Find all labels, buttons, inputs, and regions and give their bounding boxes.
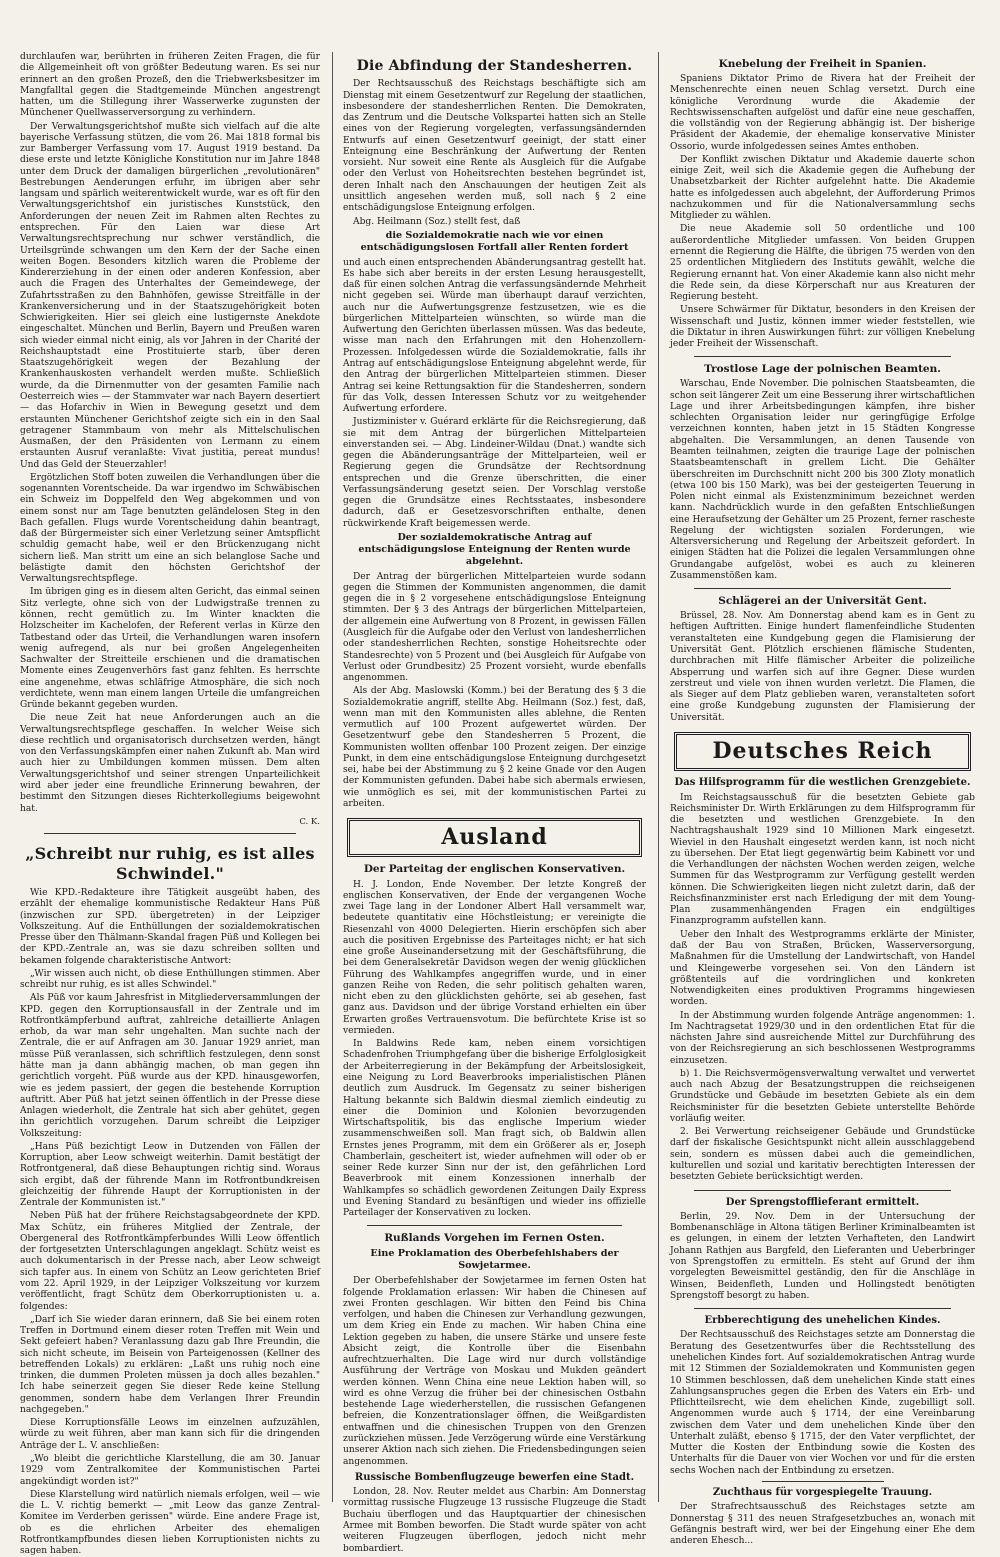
paragraph: In der Abstimmung wurden folgende Anträge angenommen: 1. Im Nachtragsetat 1929/30 und in den ordentlichen Etat für die nächsten Jahre sind ausreichende Mittel zur Durchführung des von der Reichsregierung an sich beschlossenen Westprogramms einzusetzen. (670, 1010, 975, 1066)
paragraph: Als der Abg. Maslowski (Komm.) bei der Beratung des § 3 die Sozialdemokratie angriff, stellte Abg. Heilmann (Soz.) fest, daß, wenn man mit den Kommunisten alles ablehne, die Renten vermutlich auf 100 Prozent aufgewertet würden. Der Gesetzentwurf gebe den Standesherren 5 Prozent, die Kommunisten wollten offenbar 100 Prozent zeigen. Der einzige Punkt, in dem eine entschädigungslose Enteignung durchgesetzt sei, habe bei der Abstimmung zu § 2 keine Gnade vor den Augen der Kommunisten gefunden. Dabei habe sich abermals erwiesen, wie unmöglich es sei, mit der kommunistischen Partei zu arbeiten. (343, 686, 646, 809)
column-left (20, 52, 320, 1557)
subheadline: die Sozialdemokratie nach wie vor einen entschädigungslosen Fortfall aller Renten fordert (360, 229, 629, 253)
article-headline: Der Sprengstofflieferant ermittelt. (725, 1196, 920, 1208)
paragraph: Berlin, 29. Nov. Dem in der Untersuchung der Bombenanschläge in Altona tätigen Berliner Kriminalbeamten ist es gelungen, in einem der letzten Verhafteten, den Landwirt Johann Rathjen aus Bargfeld, den Lieferanten und Ueberbringer von Sprengstoffen zu ermitteln. Es steht auf Grund der ihm vorgelegten Beweismittel geständig, den für die Anschläge in Winsen, Beidenfleth, Lunden und Hollingstedt benötigten Sprengstoff besorgt zu haben. (670, 1211, 975, 1301)
article-headline: Rußlands Vorgehen im Fernen Osten. (384, 1232, 605, 1245)
paragraph: Die neue Zeit hat neue Anforderungen auch an die Verwaltungsrechtspflege geschaffen. In welcher Weise sich diese rechtlich und organisatorisch durchsetzen werden, hängt von den Verfassungskämpfen einer nahen Zukunft ab. Man wird auch hier zu Umbildungen kommen müssen. Dem alten Verwaltungsgerichtshof und seiner strengen Unparteilichkeit wird aber jeder eine freundliche Erinnerung bewahren, der bestimmt den Sitzungen dieses Richterkollegiums beigewohnt hat. (20, 713, 320, 814)
paragraph: Der Konflikt zwischen Diktatur und Akademie dauerte schon einige Zeit, weil sich die Akademie gegen die Aufhebung der Unabsetzbarkeit der Richter aufgelehnt hatte. Die Akademie hatte es infolgedessen auch abgelehnt, der Aufforderung Primos nachzukommen und für die Nationalversammlung sechs Mitglieder zu wählen. (670, 154, 975, 222)
paragraph: Unsere Schwärmer für Diktatur, besonders in den Kreisen der Wissenschaft und Justiz, können immer wieder feststellen, wie die Diktatur in ihren Auswirkungen führt: zur völligen Knebelung jeder Freiheit der Wissenschaft. (670, 305, 975, 350)
paragraph: Warschau, Ende November. Die polnischen Staatsbeamten, die schon seit längerer Zeit um eine Besserung ihrer wirtschaftlichen Lage und ihrer Arbeitsbedingungen kämpfen, ihre bisher schlechten Organisation leider nur geringfügige Erfolge verzeichnen konnten, haben jetzt in 15 Städten Kongresse abgehalten. Die Versammlungen, an denen Tausende von Beamten teilnahmen, zeigten die traurige Lage der polnischen Staatsbeamtenschaft in grellem Licht. Die Gehälter überschreiten im Durchschnitt nicht 200 bis 300 Zloty monatlich (etwa 100 bis 150 Mark), was bei der gesteigerten Teuerung in Polen nicht einmal als Existenzminimum bezeichnet werden kann. Nachdrücklich wurde in den gefaßten Entschließungen eine Heraufsetzung der Gehälter um 25 Prozent, ferner rascheste Regelung der wichtigsten sozialen Forderungen, wie Altersversicherung und Regelung der Arbeitszeit gefordert. In einigen Städten hat die Polizei die legalen Versammlungen ohne Grundangabe aufgelöst, wobei es auch zu kleineren Zusammenstößen kam. (670, 379, 975, 581)
paragraph: Diese Klarstellung wird natürlich niemals erfolgen, weil — wie die L. V. richtig bemerkt — „mit Leow das ganze Zentral-Komitee im Verderben gerissen" würde. Eine andere Frage ist, ob es die ehrlichen Arbeiter des ehemaligen Rotfrontkampfbundes diesen lieben Korruptionisten nichts zu sagen haben. (20, 1489, 320, 1557)
paragraph: „Hans Püß bezichtigt Leow in Dutzenden von Fällen der Korruption, aber Leow schweigt weiterhin. Damit bestätigt der Rotfrontgeneral, daß diese Behauptungen richtig sind. Woraus sich ergibt, daß der führende Mann im Rotfrontbundkreisen gleichzeitig der führende Haupt der Korruptionisten in der Zentrale der Kommunisten ist." (20, 1141, 320, 1209)
paragraph: „Wo bleibt die gerichtliche Klarstellung, die am 30. Januar 1929 vom Zentralkomitee der Kommunistischen Partei angekündigt worden ist?" (20, 1454, 320, 1487)
paragraph: Ergötzlichen Stoff boten zuweilen die Verhandlungen über die sogenannten Vorentscheide. Da war irgendwo im Schwäbischen ein Schweiz im Doppelfeld den Weg abgekommen und von einem sonst nur am Tage benutzten geländelosen Steg in den Bach gefallen. Flugs wurde Vorentscheidung dahin beantragt, daß der Bürgermeister sich einer Verletzung seiner Amtspflicht schuldig gemacht habe, weil er den Brückenzugang nicht sichern ließ. Man stritt um eine an sich belanglose Sache und belästigte damit den höchsten Gerichtshof der Verwaltungsrechtspflege. (20, 472, 320, 585)
divider (44, 833, 296, 834)
article-headline: Der Parteitag der englischen Konservativen. (363, 863, 626, 876)
paragraph: 2. Bei Verwertung reichseigener Gebäude und Grundstücke darf der fiskalische Gesichtspunkt nicht allein ausschlaggebend sein, sondern es müssen dabei auch die gemeindlichen, kulturellen und sozial und karitativ berechtigten Interessen der besetzten Gebiete berücksichtigt werden. (670, 1127, 975, 1183)
article-headline: Schlägerei an der Universität Gent. (718, 595, 927, 608)
paragraph: Wie KPD.-Redakteure ihre Tätigkeit ausgeübt haben, des erzählt der ehemalige kommunistische Redakteur Hans Püß (inzwischen zur SPD. übergetreten) in der Leipziger Volkszeitung. Auf die Enthüllungen der sozialdemokratischen Presse über den Thälmann-Skandal fragen Püß und Kollegen bei der KPD.-Zentrale an, was sie dazu schreiben sollten und bekamen folgende charakteristische Antwort: (20, 887, 320, 966)
article-headline: Russische Bombenflugzeuge bewerfen eine Stadt. (354, 1471, 635, 1483)
subheadline: Eine Proklamation des Oberbefehlshabers der Sowjetarmee. (370, 1248, 619, 1272)
paragraph: „Wir wissen auch nicht, ob diese Enthüllungen stimmen. Aber schreibt nur ruhig, es ist alles Schwindel." (20, 968, 320, 991)
article-headline: Das Hilfsprogramm für die westlichen Grenzgebiete. (674, 777, 971, 789)
divider (694, 1190, 950, 1191)
paragraph: Ueber den Inhalt des Westprogramms erklärte der Minister, daß der Bau von Straßen, Brücken, Wasserversorgung, Maßnahmen für die Umstellung der Landwirtschaft, von Handel und Kleingewerbe vorgesehen sei. Von den Ländern ist größtenteils auf die vordringlichen und konkreten Notwendigkeiten eines produktiven Programms hingewiesen worden. (670, 929, 975, 1008)
divider (762, 1481, 884, 1482)
paragraph: Der Oberbefehlshaber der Sowjetarmee im fernen Osten hat folgende Proklamation erlassen: Wir haben die Chinesen auf zwei Fronten geschlagen. Wir bitten den Feind bis China verfolgen, und haben die Chinesen zur Verhandlung gezwungen, um dem Krieg ein Ende zu machen. Wir haben China eine Lektion gegeben zu haben, die unsere Stärke und unsere feste Absicht zeigt, die Kontrolle über die Eisenbahn aufrechtzuerhalten. Die Lage wird nur durch vollständige Ausführung der Verträge von Moskau und Mukden geändert werden können. Wenn China eine neue Lektion haben will, so wird es ohne Verzug die früher bei der chinesischen Ostbahn bestehende Lage wiederherstellen, die russischen Gefangenen befreien, die Konzentrationslager öffnen, die Weißgardisten entwaffnen und die chinesischen Truppen von den Grenzen zurückziehen müssen. Jede Verzögerung würde eine Verstärkung unserer Aktion nach sich ziehen. Die Friedensbedingungen seien angenommen. (343, 1276, 646, 1467)
divider (694, 1308, 950, 1309)
paragraph: In Baldwins Rede kam, neben einem vorsichtigen Schadenfrohen Triumphgefang über die bisherige Erfolglosigkeit der Arbeiterregierung in der Bekämpfung der Arbeitslosigkeit, eine Neigung zu Lord Beaverbrooks imperialistischen Plänen deutlich zum Ausdruck. Im Gegensatz zu seiner bisherigen Haltung bekannte sich Baldwin diesmal ziemlich eindeutig zu einer die Dominion und Kolonien bevorzugenden Wirtschaftspolitik, bis das englische Imperium wieder zusammenschweißen soll. Man fragt sich, ob Baldwin allen Ernstes jenes Programm, mit dem ein Größerer als er, Joseph Chamberlain, gescheitert ist, wieder aufnehmen will oder ob er seiner Rede kurzer Sinn nur der ist, den gefährlichen Lord Beaverbrook mit einem Konzessionen innerhalb der Wahlkampfes so schädlich gewordenen Zeitungen Daily Express und Evening Standard zu besänftigen und wieder ins offizielle Parteilager der Konservativen zu locken. (343, 1039, 646, 1219)
article-headline: Die Abfindung der Standesherren. (356, 58, 633, 74)
article-headline: Trostlose Lage der polnischen Beamten. (704, 363, 941, 376)
paragraph: Als Püß vor kaum Jahresfrist in Mitgliederversammlungen der KPD. gegen den Korruptionsausfall in der Zentrale und im Rotfrontkämpferbund auftrat, zahlreiche detaillierte Anlagen erhob, da war man sehr ungehalten. Man suchte nach der Zentrale, die er auf Anfragen am 30. Januar 1929 anriet, man müsse Püß veranlassen, sich schriftlich festzulegen, denn sonst hätte man ja dann abhängig machen, ob man gegen ihn gerichtlich vorgeht. Püß wurde aus der KPD. hinausgeworfen, wie es jedem passiert, der gegen die bestehende Korruption auftritt. Aber Püß hat jetzt seinen öffentlich in der Presse diese Anlagen wiederholt, die Zentrale hat sich aber gehütet, gegen ihn gerichtlich vorzugehen. Darum schreibt die Leipziger Volkszeitung: (20, 993, 320, 1139)
paragraph: Spaniens Diktator Primo de Rivera hat der Freiheit der Menschenrechte einen neuen Schlag versetzt. Durch eine königliche Verordnung wurde die Akademie der Rechtswissenschaften aufgelöst und dafür eine neue geschaffen, die vollständig von der Regierung abhängig ist. Der bisherige Präsident der Akademie, der ehemalige konservative Minister Ossorio, wurde infolgedessen seines Amtes enthoben. (670, 74, 975, 152)
column-middle (343, 52, 646, 1554)
paragraph: Im übrigen ging es in diesem alten Gericht, das einmal seinen Sitz verlegte, ohne sich von der Ludwigstraße trennen zu können, recht gemütlich zu. Im Winter knackten die Holzscheiter im Kachelofen, der Referent verlas in Kürze den Tatbestand oder das Urteil, die Verhandlungen waren insofern wenig aufregend, als nur bei großen Angelegenheiten Sachwalter der Streitteile erschienen und die dramatischen Momente eines Zeugenverhörs fast ganz fehlten. Es herrschte eine angenehme, etwas schläfrige Atmosphäre, die sich noch verdichtete, wenn man einem langen Urteile die umfangreichen Gründe bekannt gegeben wurden. (20, 587, 320, 711)
article-headline: „Schreibt nur ruhig, es ist alles Schwindel." (25, 844, 315, 884)
paragraph: H. J. London, Ende November. Der letzte Kongreß der englischen Konservativen, der Ende der vergangenen Woche zwei Tage lang in der Londoner Albert Hall versammelt war, bedeutete quantitativ eine Höchstleistung; er vereinigte die Riesenzahl von 4000 Delegierten. Hierin erschöpfen sich aber auch die positiven Ergebnisse des Parteitages nicht; er hat sich eine große Auseinandersetzung mit der Geschäftsführung, die bei dem Generalsekretär Davidson wegen der wenig glücklichen Führung des Wahlkampfes angegriffen wurde, und in einer ganzen Reihe von Reden, die sehr politisch gehalten waren, nicht eben zu den glücklichsten gehörte, sei ab gesehen, fast ganz aus. Davidson und der übrige Vorstand erhielten ein über Erwarten großes Vertrauensvotum. Die befürchtete Krise ist so vermieden. (343, 879, 646, 1036)
author-signature: C. K. (299, 816, 320, 827)
column-rule (658, 52, 659, 1502)
paragraph: Brüssel, 28. Nov. Am Donnerstag abend kam es in Gent zu heftigen Auftritten. Einige hundert flamenfeindliche Studenten veranstalteten eine Kundgebung gegen die Flamisierung der Universität Gent. Plötzlich erschienen flämische Studenten, durchbrachen mit Hilfe flämischer Arbeiter die polizeiliche Absperrung und warfen sich auf ihre Gegner. Diese wurden zerstreut und viele von ihnen wurden verletzt. Die Flamen, die als Sieger auf dem Platz geblieben waren, veranstalteten sofort eine große Kundgebung zugunsten der Flamisierung der Universität. (670, 611, 975, 723)
column-right (670, 52, 975, 1547)
column-rule (332, 52, 333, 1502)
paragraph: Der Rechtsausschuß des Reichstags beschäftigte sich am Dienstag mit einem Gesetzentwurf zur Regelung der staatlichen, insbesondere der standesherrlichen Renten. Die Demokraten, das Zentrum und die Deutsche Volkspartei hatten sich an Stelle eines von der Regierung vorgelegten, verfassungsändernden Entwurfs auf einen Gesetzentwurf geeinigt, der statt einer Enteignung eine Beschränkung der Aufwertung der Renten vorsieht. Nur soweit eine Rente als Ausgleich für die Aufgabe oder den Verlust von Hoheitsrechten bestehen begründet ist, deren Inhalt nach den Anschauungen der heutigen Zeit als unsittlich angesehen werden muß, soll nach § 2 eine entschädigungslose Enteignung erfolgen. (343, 79, 646, 214)
divider (367, 1225, 622, 1226)
article-headline: Knebelung der Freiheit in Spanien. (718, 58, 927, 70)
paragraph: Der Antrag der bürgerlichen Mittelparteien wurde sodann gegen die Stimmen der Kommunisten angenommen, die damit gegen die in § 2 vorgesehene entschädigungslose Enteignung stimmten. Der § 3 des Antrags der bürgerlichen Mittelparteien, der allgemein eine Aufwertung von 8 Prozent, in gewissen Fällen (Ausgleich für die Aufgabe oder den Verlust von landesherrlichen oder standesherrlichen Rechten, sonstige Hoheitsrechte oder Standesrechte) von 5 Prozent und (bei Ausgleich für Aufgabe von Verlust oder Grundbesitz) 25 Prozent vorsieht, wurde ebenfalls angenommen. (343, 571, 646, 684)
section-header-ausland: Ausland (347, 818, 642, 857)
paragraph: durchlaufen war, berührten in früheren Zeiten Fragen, die für die Allgemeinheit oft von größter Bedeutung waren. Es sei nur erinnert an den großen Prozeß, den die Triebwerksbesitzer im Mangfalltal gegen die Stadtgemeinde München angestrengt hatten, um die Stillegung ihrer Wasserwerke zugunsten der Münchener Quellwasserversorgung zu verhindern. (20, 52, 320, 119)
divider (694, 588, 950, 589)
paragraph: Der Strafrechtsausschuß des Reichstages setzte am Donnerstag § 311 des neuen Strafgesetzbuches an, wonach mit Gefängnis bestraft wird, wer bei der Eingehung einer Ehe dem anderen Ehesch... (670, 1502, 975, 1547)
paragraph: Der Rechtsausschuß des Reichstages setzte am Donnerstag die Beratung des Gesetzentwurfes über die Rechtsstellung des unehelichen Kindes fort. Auf sozialdemokratischen Antrag wurde mit 12 Stimmen der Sozialdemokraten und Kommunisten gegen 10 Stimmen beschlossen, daß dem unehelichen Kinde statt eines Zahlungsanspruches gegen die Erben des Vaters ein Erb- und Pflichtteilsrecht, wie dem ehelichen Kinde, zugebilligt soll. Angenommen wurde auch § 1714, der eine Vereinbarung zwischen dem Vater und dem unehelichen Kinde über den Unterhalt zuläßt, ebenso § 1715, der den Vater verpflichtet, der Mutter die Kosten der Entbindung sowie die Kosten des Unterhalts für die Dauer von vier Wochen vor und für die ersten sechs Wochen nach der Entbindung zu ersetzen. (670, 1330, 975, 1476)
article-headline: Zuchthaus für vorgespiegelte Trauung. (712, 1486, 933, 1498)
article-headline: Erbberechtigung des unehelichen Kindes. (704, 1315, 941, 1327)
section-header-deutsches-reich: Deutsches Reich (674, 732, 971, 771)
divider (694, 356, 950, 357)
subheadline: Der sozialdemokratische Antrag auf entschädigungslose Enteignung der Renten wurde abgelehnt. (358, 531, 631, 567)
paragraph: London, 28. Nov. Reuter meldet aus Charbin: Am Donnerstag vormittag russische Flugzeuge 13 russische Flugzeuge die Stadt Buchaiu überflogen und das Hauptquartier der chinesischen Armee mit Bomben beworfen. Die Stadt wurde später von acht weiteren Flugzeugen überflogen, jedoch nicht mehr bombardiert. (343, 1487, 646, 1554)
paragraph: Die neue Akademie soll 50 ordentliche und 100 außerordentliche Mitglieder umfassen. Von beiden Gruppen ernennt die Regierung die Hälfte, die übrigen 75 werden von den 25 ordentlichen Mitgliedern des Instituts gewählt, welche die Regierung ernannt hat. Von einer Akademie kann also nicht mehr die Rede sein, da diese Körperschaft nur aus Kreaturen der Regierung besteht. (670, 224, 975, 303)
paragraph: Neben Püß hat der frühere Reichstagsabgeordnete der KPD. Max Schütz, ein früheres Mitglied der Zentrale, der Obergeneral des Rotfrontkämpferbundes Willi Leow öffentlich der fortgesetzten Unterschlagungen angeklagt. Schütz weist es auch dokumentarisch in der Presse nach, aber Leow schweigt sich tapfer aus. In einem von Schütz an Leow gerichteten Brief vom 22. April 1929, in der Leipziger Volkszeitung vor kurzem veröffentlicht, fragt Schütz dem Oberkorruptionisten u. a. folgendes: (20, 1211, 320, 1312)
paragraph: Der Verwaltungsgerichtshof mußte sich vielfach auf die alte bayerische Verfassung stützen, die vom 26. Mai 1818 formal bis zur Bamberger Verfassung vom 17. August 1919 bestand. Da diese erste und letzte Königliche Konstitution nur im Jahre 1848 unter dem Druck der damaligen bürgerlichen „revolutionären" Bestrebungen Aenderungen erfuhr, im übrigen aber sehr langsam und spärlich weiterentwickelt wurde, war es oft für den Verwaltungsgerichtshof ein juristisches Kunststück, den Anforderungen der neuen Zeit im Rahmen alten Rechtes zu entsprechen. Für den Laien war diese Art Verwaltungsrechtsprechung nur schwer verständlich, die Urteilsgründe schwangen um den Kern der der Sache einen weiten Bogen. Besonders kitzlich waren die Probleme der Kindererziehung in der einen oder anderen Konfession, aber auch die Fragen des Unterhaltes der Gemeindewege, der Zufahrtsstraßen zu den Bahnhöfen, gewisse Streitfälle in der Krankenversicherung und in der Staatszugehörigkeit boten Schwierigkeiten. Hier sei gleich eine lustigernste Anekdote eingeschaltet. München und Berlin, Bayern und Preußen waren sich wieder einmal nicht einig, als vor Jahren in der Charité der Reichshauptstadt eine Prostituierte starb, über deren Staatszugehörigkeit wegen der Bezahlung der Krankenhauskosten verhandelt werden mußte. Schließlich wurde, da die Dirnenmutter von der gesamten Familie nach Oesterreich wies — der Stammvater war nach Bayern desertiert — das Hofarchiv in Wien in Bewegung gesetzt und dem erstaunten Münchener Gerichtshof zeigte sich ein in den Saal getragener Stammbaum von mehr als Mittelschulischen Ausmaßen, der den Präsidenten von Lermann zu einem erstaunten Ausruf veranlaßte: Vivat justitia, pereat mundus! Und das Geld der Steuerzahler! (20, 121, 320, 470)
paragraph: und auch einen entsprechenden Abänderungsantrag gestellt hat. Es habe sich aber bereits in der ersten Lesung herausgestellt, daß für einen solchen Antrag die verfassungsändernde Mehrheit nicht gegeben sei. Würde man überhaupt darauf verzichten, auch nur die Aufwertungsgrenze festzusetzen, wie es die bürgerlichen Mittelparteien wünschten, so würde man die Aufwertung den Gerichten überlassen müssen. Was das bedeute, wisse man nach den Erfahrungen mit den Hohenzollern-Prozessen. Infolgedessen würde die Sozialdemokratie, falls ihr Antrag auf entschädigungslose Enteignung abgelehnt werde, für den Antrag der bürgerlichen Mittelparteien stimmen. Dieser Antrag sei keine Rettungsaktion für die Standesherren, sondern für das Volk, dessen Interessen Schutz vor zu weitgehender Aufwertung erfordere. (343, 257, 646, 415)
paragraph: Justizminister v. Guérard erklärte für die Reichsregierung, daß sie mit dem Antrag der bürgerlichen Mittelparteien einverstanden sei. — Abg. Lindeiner-Wildau (Dnat.) wandte sich gegen die Abänderungsanträge der Mittelparteien, weil er Regierung gegen die Grundsätze der Rechtsordnung entsprechen und die Grenze überschritten, die einer Verfassungsänderung gesetzt seien. Der Vorschlag verstoße gegen die Grundsätze eines Rechtsstaates, insbesondere dadurch, daß er Gesetzesvorschriften enthalte, denen rückwirkende Kraft beigemessen werde. (343, 417, 646, 529)
paragraph: b) 1. Die Reichsvermögensverwaltung verwaltet und verwertet auch nach Abzug der Besatzungstruppen die reichseigenen Grundstücke und Gebäude im besetzten Gebiete als ein dem Reichsminister für die besetzten Gebiete unterstellte Behörde vorläufig weiter. (670, 1068, 975, 1124)
paragraph: Im Reichstagsausschuß für die besetzten Gebiete gab Reichsminister Dr. Wirth Erklärungen zu dem Hilfsprogramm für die besetzten und westlichen Grenzgebiete. In den Nachtragshaushalt 1929 sind 10 Millionen Mark eingesetzt. Wieviel in den Haushalt eingesetzt werden kann, ist noch nicht zu übersehen. Der Etat liegt gegenwärtig beim Kabinett vor und die Verhandlungen der nächsten Wochen werden zeigen, welche Summen für das Westprogramm zur Verfügung gestellt werden können. Die Schwierigkeiten liegen nicht zuletzt darin, daß der Reichsfinanzminister erst nach Erledigung der mit dem Young-Plan zusammenhängenden Fragen ein endgültiges Finanzprogramm aufstellen kann. (670, 792, 975, 927)
paragraph: Abg. Heilmann (Soz.) stellt fest, daß (353, 216, 521, 227)
paragraph: Diese Korruptionsfälle Leows im einzelnen aufzuzählen, würde zu weit führen, aber man kann sich für die dringenden Anträge der L. V. anschließen: (20, 1418, 320, 1451)
paragraph: „Darf ich Sie wieder daran erinnern, daß Sie bei einem roten Treffen in Dortmund einem dieser roten Treffen mit Wein und Sekt gefeiert haben? Veranlassung dazu gab Ihre Freundin, die sich nicht scheute, im Beisein von Parteigenossen (Kellner des betreffenden Lokals) zu erklären: „Laßt uns ruhig noch eine trinken, die dummen Proleten müssen ja doch alles bezahlen." Ich habe seinerzeit gegen Sie dieser Rede keine Stellung genommen, sondern habe dem Verlangen Ihrer Freundin nachgegeben." (20, 1314, 320, 1415)
